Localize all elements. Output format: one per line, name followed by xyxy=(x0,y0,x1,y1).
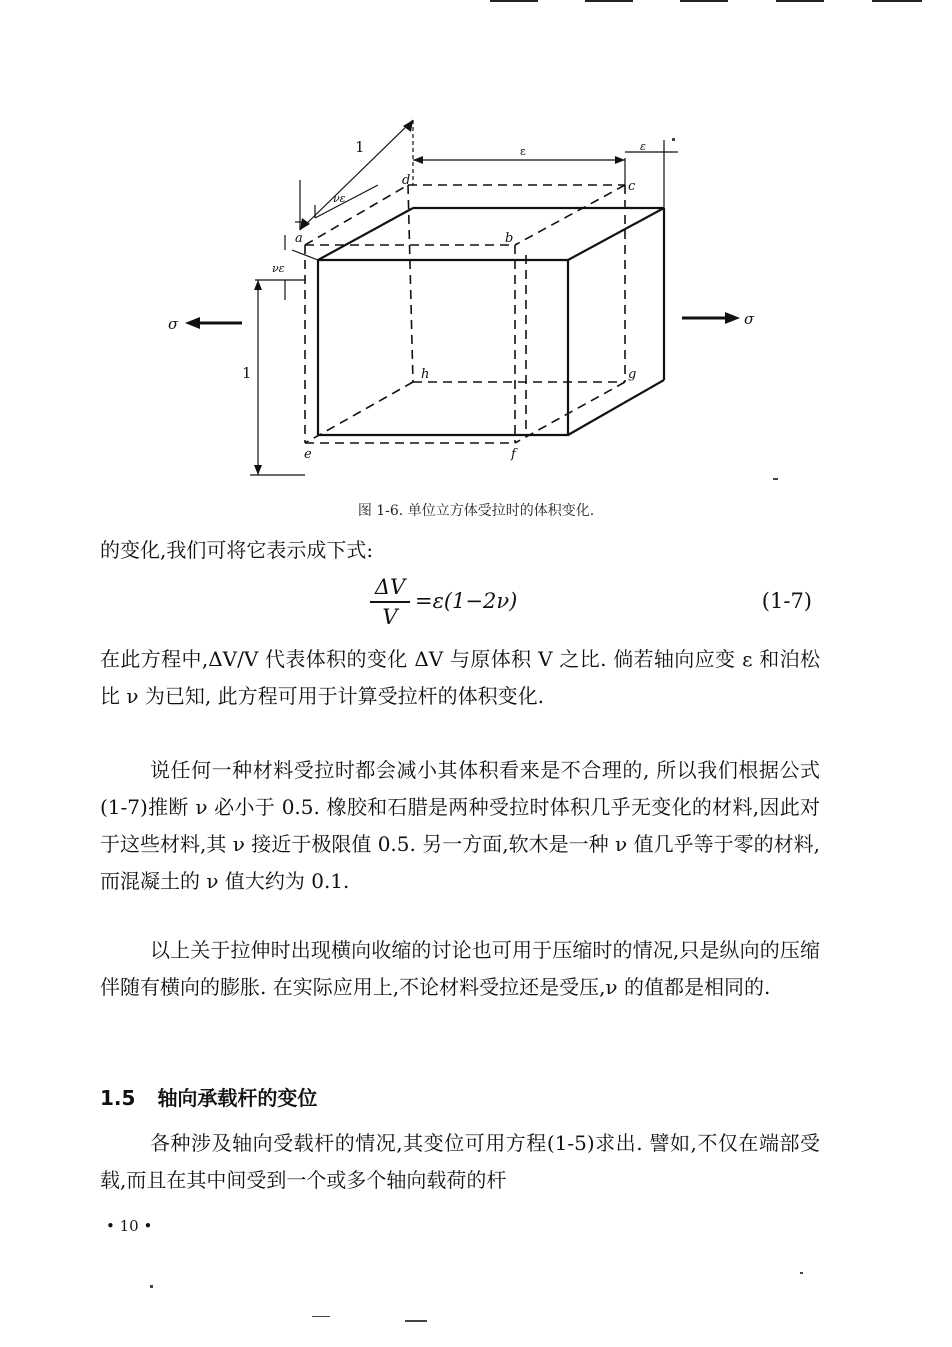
label-contraction: νε xyxy=(333,192,346,205)
figure-caption: 图 1-6. 单位立方体受拉时的体积变化. xyxy=(357,503,595,519)
scan-speck xyxy=(312,1316,330,1317)
label-point-f: f xyxy=(511,447,516,462)
header-rule xyxy=(776,0,824,2)
label-point-h: h xyxy=(421,367,430,382)
figure-labels xyxy=(168,138,755,462)
label-point-c: c xyxy=(628,179,636,194)
paragraph-poisson-limit xyxy=(100,752,820,900)
paragraph-text: 说任何一种材料受拉时都会减小其体积看来是不合理的, 所以我们根据公式(1-7)推断 ν 必小于 0.5. 橡胶和石腊是两种受拉时体积几乎无变化的材料,因此对于这些材料,其 ν 接近于极限值 0.5. 另一方面,软木是一种 ν 值几乎等于零的材料, 而混凝土的 ν 值大约为 0.1. xyxy=(100,758,820,893)
original-cube xyxy=(305,185,625,443)
label-extension: ε xyxy=(640,140,646,153)
scan-speck xyxy=(150,1285,153,1288)
equation-rhs: =ε(1−2ν) xyxy=(415,589,518,613)
dimension-lines xyxy=(250,120,678,475)
header-rule xyxy=(680,0,728,2)
deformed-cube xyxy=(318,208,664,435)
paragraph-section-intro xyxy=(100,1125,820,1199)
label-point-b: b xyxy=(505,231,514,246)
paragraph-intro xyxy=(100,532,820,569)
load-arrows xyxy=(185,312,740,329)
equation-numerator: ΔV xyxy=(374,575,406,599)
label-sigma-right: σ xyxy=(744,310,755,328)
label-point-e: e xyxy=(304,447,312,462)
section-heading xyxy=(100,1082,317,1111)
label-side-length: 1 xyxy=(242,364,252,382)
section-title-text: 轴向承载杆的变位 xyxy=(157,1086,318,1110)
scan-speck xyxy=(405,1320,427,1322)
cube-deformation-figure xyxy=(150,110,790,500)
paragraph-text: 各种涉及轴向受载杆的情况,其变位可用方程(1-5)求出. 譬如,不仅在端部受载,而且在其中间受到一个或多个轴向载荷的杆 xyxy=(100,1131,820,1192)
paragraph-definition xyxy=(100,641,820,715)
header-rule xyxy=(585,0,633,2)
dimension-arrowheads xyxy=(254,120,625,475)
equation-1-7 xyxy=(100,575,820,635)
label-point-d: d xyxy=(402,173,411,188)
label-top-length: 1 xyxy=(355,138,365,156)
scan-speck xyxy=(672,138,675,141)
label-point-g: g xyxy=(628,367,637,382)
fraction-bar xyxy=(370,601,410,603)
label-extension-inner: ε xyxy=(520,145,526,158)
section-number: 1.5 xyxy=(100,1086,136,1110)
equation-number: (1-7) xyxy=(761,589,812,613)
paragraph-text: 在此方程中,ΔV/V 代表体积的变化 ΔV 与原体积 V 之比. 倘若轴向应变 ε 和泊松比 ν 为已知, 此方程可用于计算受拉杆的体积变化. xyxy=(100,647,820,708)
page-number: • 10 • xyxy=(106,1217,153,1235)
paragraph-text: 以上关于拉伸时出现横向收缩的讨论也可用于压缩时的情况,只是纵向的压缩伴随有横向的膨胀. 在实际应用上,不论材料受拉还是受压,ν 的值都是相同的. xyxy=(100,938,820,999)
scan-speck xyxy=(773,478,778,480)
scan-speck xyxy=(800,1272,803,1274)
label-point-a: a xyxy=(295,231,303,246)
header-rule xyxy=(490,0,538,2)
label-sigma-left: σ xyxy=(168,315,179,333)
paragraph-compression xyxy=(100,932,820,1006)
equation-fraction xyxy=(370,575,410,629)
equation-denominator: V xyxy=(382,604,398,629)
paragraph-text: 的变化,我们可将它表示成下式: xyxy=(100,538,374,562)
label-contraction-vertical: νε xyxy=(272,262,285,275)
header-rule xyxy=(872,0,922,2)
